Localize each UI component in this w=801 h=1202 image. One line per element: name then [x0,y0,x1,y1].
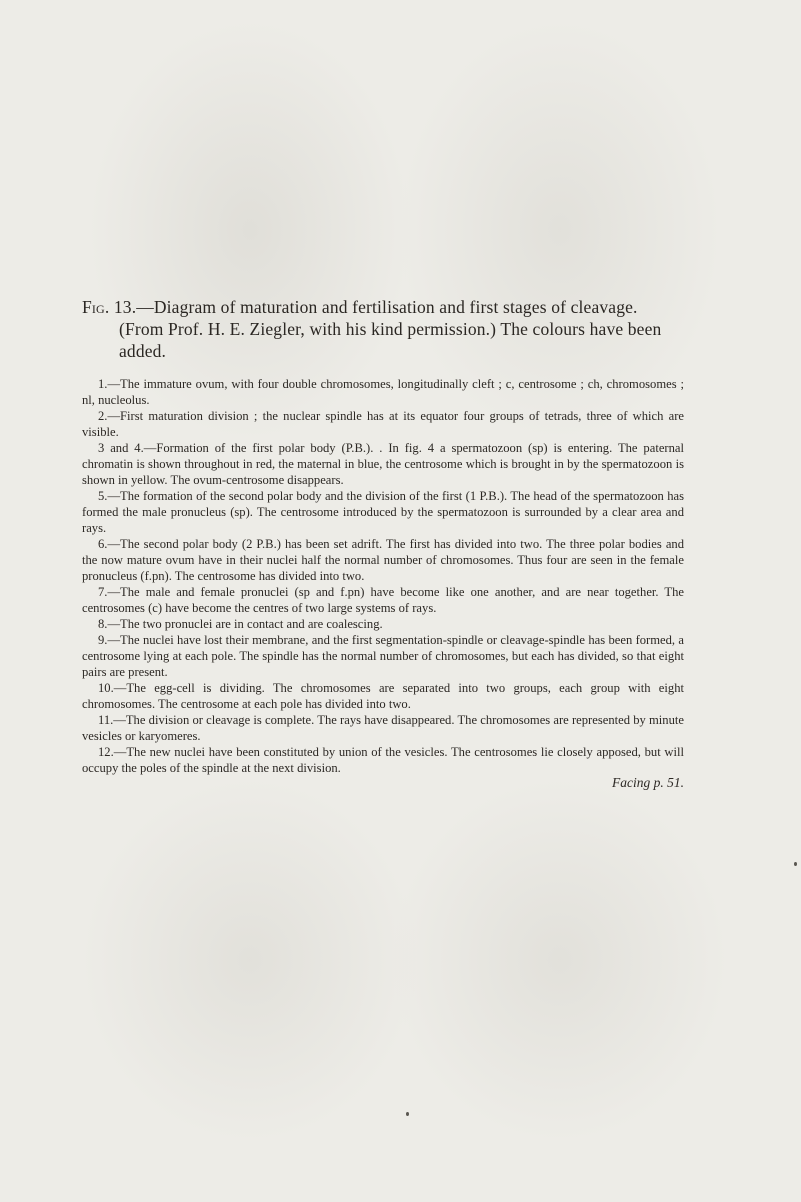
legend-item: 8.—The two pronuclei are in contact and are coalescing. [98,617,383,631]
legend-item: 5.—The formation of the second polar body and the division of the first (1 P.B.). The head of the spermatozoon has formed the male pronucleus (sp). The centrosome introduced by the spermatozoon is surrounded by a clear area and rays. [82,489,684,535]
legend-item: 6.—The second polar body (2 P.B.) has been set adrift. The first has divided into two. The three polar bodies and the now mature ovum have in their nuclei half the normal number of chromosomes. Thus four are seen in the female pronucleus (f.pn). The centrosome has divided into two. [82,537,684,583]
legend-item: 7.—The male and female pronuclei (sp and f.pn) have become like one another, and are near together. The centrosomes (c) have become the centres of two large systems of rays. [82,585,684,615]
paper-speck [794,862,797,866]
legend-item: 2.—First maturation division ; the nuclear spindle has at its equator four groups of tetrads, three of which are visible. [82,409,684,439]
legend-item: 9.—The nuclei have lost their membrane, and the first segmentation-spindle or cleavage-spindle has been formed, a centrosome lying at each pole. The spindle has the normal number of chromosomes, but each has divided, so that eight pairs are present. [82,633,684,679]
legend-item: 10.—The egg-cell is dividing. The chromosomes are separated into two groups, each group with eight chromosomes. The centrosome at each pole has divided into two. [82,681,684,711]
figure-legend-list [82,376,684,776]
figure-title [82,296,684,362]
legend-item: 12.—The new nuclei have been constituted by union of the vesicles. The centrosomes lie closely apposed, but will occupy the poles of the spindle at the next division. [82,745,684,775]
facing-page-note: Facing p. 51. [612,775,684,790]
legend-item: 3 and 4.—Formation of the first polar body (P.B.). . In fig. 4 a spermatozoon (sp) is entering. The paternal chromatin is shown throughout in red, the maternal in blue, the centrosome which is brought in by the spermatozoon is shown in yellow. The ovum-centrosome disappears. [82,441,684,487]
legend-item: 1.—The immature ovum, with four double chromosomes, longitudinally cleft ; c, centrosome ; ch, chromosomes ; nl, nucleolus. [82,377,684,407]
figure-label: Fig. 13. [82,297,137,317]
paper-speck [406,1112,409,1116]
figure-title-text: —Diagram of maturation and fertilisation and first stages of cleavage. (From Prof. H. E. Ziegler, with his kind permission.) The colours have been added. [119,297,662,361]
figure-caption [82,296,684,776]
legend-item: 11.—The division or cleavage is complete. The rays have disappeared. The chromosomes are represented by minute vesicles or karyomeres. [82,713,684,743]
